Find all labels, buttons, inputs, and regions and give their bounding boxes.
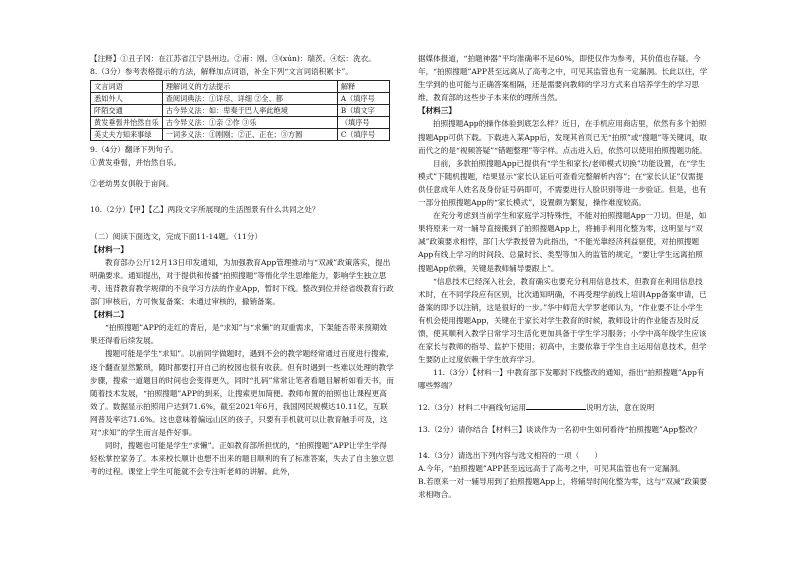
table-cell: B（填文字 [337, 105, 389, 117]
question-12-tail: 说明方法，意在说明 [586, 403, 655, 413]
question-11: 11.（3分）【材料一】中教育部下发哪封下线整改的通知，指出“拍照搜题”App有哪些弊端？ [418, 368, 705, 391]
option-b: B.若原来一对一辅导用到了拍照搜题App上，将辅导时间化整为零，这与“双减”政策要求相吻合。 [418, 476, 708, 499]
question-12 [418, 400, 708, 414]
table-cell: A（填序号 [337, 93, 389, 105]
table-cell: 一词多义法：①刚刚；②正、正在；③方圆 [162, 129, 337, 141]
question-12-stem: 12.（3分）材料二中画线句运用 [418, 403, 527, 413]
table-header: 文言词语 [91, 81, 163, 93]
question-9-item-1: ①黄发垂髫，并怡然自乐。 [90, 158, 182, 168]
material-2-paragraph: “拍照搜题”APP的走红的背后，是“求知”与“求懒”的双重需求，下架能否带来预期效果还得看后续发展。 [90, 323, 387, 346]
table-cell: 古今异义法：①亲 ②作 ③乐 [162, 117, 337, 129]
material-2-paragraph: 搜题可能是学生“求知”。以前同学做题时，遇到不会的教学题经常通过百度进行搜索，逐个翻查显然繁琐，随时都要打开自己的校园也很有收获。但有时遇到一些难以处理的教学步骤，搜索一道题目的时间也会变得更久，同时“扎码”常常让笔者看题目解析如看天书，而随着技术发展，“拍照搜题”APP的到来，让搜索更加简便。教师布置的拍照也让课程更高效了。数据显示拍照用户达到71.6%，截至2021年6月，我国网民规模达10.11亿，互联网普及率达71.6%。这也意味着偏远山区的孩子，只要有手机就可以让教育触手可及，这对“求知”的学生而言是件好事。 [90, 349, 394, 437]
material-3-paragraph: “信息技术已经深入社会，教育确实也要充分利用信息技术，但教育在利用信息技术时，在不同学段应有区别，比次通知明确，不再受理学前线上培训App备案申请，已备案的即予以注销，这是很好的一步。”华中师范大学罗老师认为，“作业要不让小学生有机会使用搜题App，关键在于家长对学生教育的时候，教师设计的作业能否及时反馈，使其顺利入教学日常学习生活化更加具备于学生学习服务；小学中高年级学生应该在家长与教师的指导、监护下使用；初高中，主要依靠于学生自主运用信息技术，但学生要防止过度依赖于学生放弃学习。 [418, 276, 707, 365]
question-8: 8.（3分）参考表格提示的方法，解释加点词语，补全下列“文言词语积累卡”。 [90, 67, 353, 77]
table-row [91, 117, 390, 129]
table-cell: 黄发垂髫并怡然自乐 [91, 117, 163, 129]
answer-space [418, 415, 708, 423]
table-cell: C（填序号 [337, 129, 389, 141]
answer-space [90, 217, 394, 230]
table-row [91, 93, 390, 105]
material-3-paragraph: 拍照搜题App的操作体验到底怎么样？近日，在手机应用商店里，依然有多个拍照搜题App可供下载。下载进入某App后，发现其首页已无“拍照”或“搜题”等关键词，取而代之的是“视频答疑”“错题整理”等字样。点击进入后，依然可以使用拍照搜题功能。 [418, 119, 707, 155]
section-heading: （二）阅读下面选文，完成下面11-14题。（11分） [90, 231, 263, 241]
material-3-paragraph: 在充分考虑到当前学生和家庭学习特殊性，不能对拍照搜题App一刀切。但是，如果将原来一对一辅导直接搬到了拍照搜题App上，将捕手利用化整为零，这明显与“双减”政策要求相悖，部门大学教授曾为此指出，“不能光靠经济利益驱使，对拍照搜题App有线上学习的时间段、总量时长、类型等加入的监管的规定，“要让学生远离拍照搜题App依赖，关键是教师辅导要跟上”。 [418, 211, 707, 273]
table-cell: 悉如外人 [91, 93, 163, 105]
question-9: 9.（4分）翻译下列句子。 [90, 145, 179, 155]
material-2-title: 【材料二】 [90, 310, 128, 320]
option-a: A.今年，“拍照搜题”APP甚至远远高于了高考之中，可见其监管也有一定漏洞。 [418, 463, 685, 473]
material-3-paragraph: 目前，多款拍照搜题App已提供有“学生和家长/老师模式切换”功能设置，在“学生模式”下随机搜题，结果显示“家长认证后可查看完整解析内容”；在“家长认证”仅需提供任意成年人姓名及身份证号码即可，不需要进行人脸识别等进一步验证。但是，也有一部分拍照搜题App的“家长模式”，设置颇为繁复，操作难度较高。 [418, 158, 707, 208]
answer-space [418, 392, 708, 400]
question-9-item-2: ②老幼男女俱般于亩间。 [90, 179, 174, 189]
table-cell: 查阅词典法：①详尽、详细 ②全、都 [162, 93, 337, 105]
table-header: 解释 [337, 81, 389, 93]
question-13: 13.（2分）请你结合【材料三】谈谈作为一名初中生如何看待“拍照搜题”App整改？ [418, 424, 701, 434]
material-1-title: 【材料一】 [90, 244, 128, 254]
glossary-table [90, 80, 390, 141]
answer-blank[interactable] [526, 400, 586, 410]
question-14: 14.（3分）请选出下列内容与选文相符的一项（ ） [418, 450, 602, 460]
material-1-paragraph: 教育部办公厅12月13日印发通知，为加强教育App管理推动与“双减”政策落实，提出明确要求。通知提出，对于提供和传播“拍照搜题”等惰化学生思维能力，影响学生独立思考、违背教育教学规律的不良学习方法的作业App，暂时下线。整改到位并经省级教育行政部门审核后，方可恢复备案；未通过审核的，撤销备案。 [90, 257, 394, 307]
question-10: 10.（2分）【甲】【乙】两段文字所展现的生活图景有什么共同之处？ [90, 205, 320, 215]
answer-space [418, 436, 708, 449]
material-2-paragraph: 同时，搜题也可能是学生“求懒”。正如教育部所担忧的，“拍照搜题”APP让学生学得轻松掌控家务了。本来校长顺计也想不出来的题目顺利的有了标准答案，失去了自主独立思考的过程。课堂上学生可能就不会专注听老师的讲解。此外， [90, 441, 394, 477]
left-column [90, 52, 394, 478]
answer-space [90, 169, 394, 177]
table-cell: 古今异义法：如：卑奏于巴人率此绝境 [162, 105, 337, 117]
table-cell: 阡陌交通 [91, 105, 163, 117]
table-header: 理解词义的方法提示 [162, 81, 337, 93]
right-column [418, 52, 708, 501]
table-header-row [91, 81, 390, 93]
table-row [91, 129, 390, 141]
material-2-continuation: 据媒体报道，“拍题神器”平均准确率不足60%，即使仅作为参考，其价值也存疑。今年，“拍照搜题”APP甚至远离从了高考之中，可见其监管也有一定漏洞。长此以往，学生学到的也可能与正确答案相隔，还是需要向教师的学习方式来自培养学生的学习思维，教育部的这些步子本来依的理所当然。 [418, 54, 708, 103]
table-cell: 美丈夫方知来事绿 [91, 129, 163, 141]
answer-space [90, 190, 394, 203]
table-cell: （填序号 [337, 117, 389, 129]
material-3-title: 【材料三】 [418, 106, 456, 116]
table-row [91, 105, 390, 117]
note-text: 【注释】①丑子冈：在江苏省江宁县州边。②甫：刚。③(xún)：瑞茨。④纭：洗衣。 [90, 54, 376, 63]
